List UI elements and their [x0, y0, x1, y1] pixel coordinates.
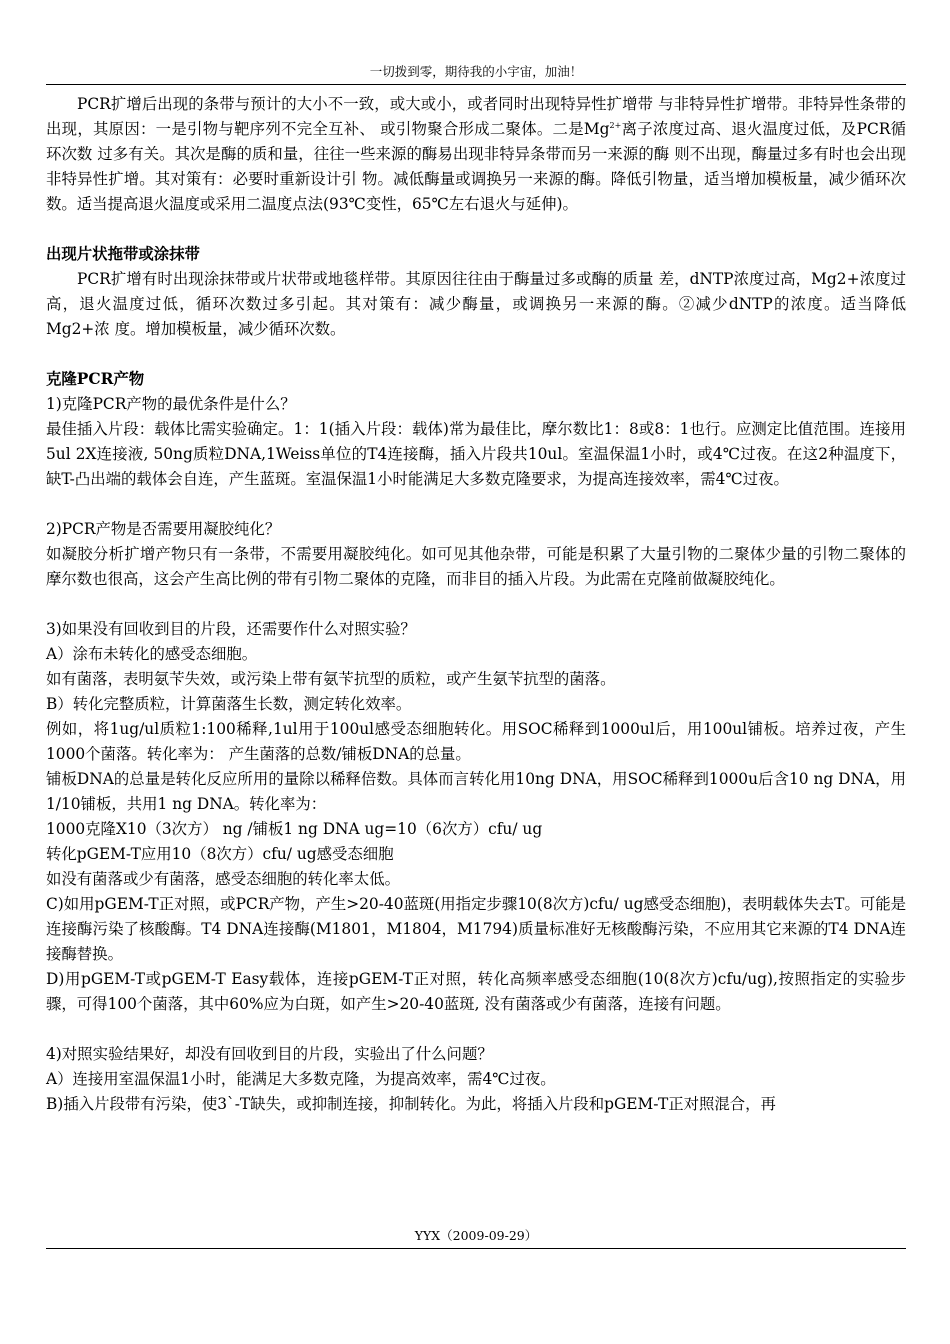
- q3-line: B）转化完整质粒，计算菌落生长数，测定转化效率。: [46, 695, 412, 713]
- q3-line: 例如，将1ug/ul质粒1:100稀释,1ul用于100ul感受态细胞转化。用SOC稀释到1000ul后，用100ul铺板。培养过夜，产生1000个菌落。转化率为： 产生菌落的总数/铺板DNA的总量。: [46, 720, 906, 763]
- q3-line: 转化pGEM-T应用10（8次方）cfu/ ug感受态细胞: [46, 845, 394, 863]
- q3-line: C)如用pGEM-T正对照，或PCR产物，产生>20-40蓝斑(用指定步骤10(8次方)cfu/ ug感受态细胞)，表明载体失去T。可能是连接酶污染了核酸酶。T4 DNA连接酶(M1801，M1804，M1794)质量标准好无核酸酶污染，不应用其它来源的T4 DNA连接酶替换。: [46, 895, 907, 963]
- q3-line: 1000克隆X10（3次方） ng /铺板1 ng DNA ug=10（6次方）cfu/ ug: [46, 820, 543, 838]
- q2-answer: 如凝胶分析扩增产物只有一条带，不需要用凝胶纯化。如可见其他杂带，可能是积累了大量引物的二聚体少量的引物二聚体的摩尔数也很高，这会产生高比例的带有引物二聚体的克隆，而非目的插入片段。为此需在克隆前做凝胶纯化。: [46, 545, 906, 588]
- q3-line: D)用pGEM-T或pGEM-T Easy载体，连接pGEM-T正对照，转化高频率感受态细胞(10(8次方)cfu/ug),按照指定的实验步骤，可得100个菌落，其中60%应为白斑，如产生>20-40蓝斑, 没有菌落或少有菌落，连接有问题。: [46, 970, 906, 1013]
- section-heading-clone: 克隆PCR产物: [46, 370, 145, 388]
- q1-answer: 最佳插入片段：载体比需实验确定。1：1(插入片段：载体)常为最佳比，摩尔数比1：8或8：1也行。应测定比值范围。连接用5ul 2X连接液, 50ng质粒DNA,1Weiss单位的T4连接酶，插入片段共10ul。室温保温1小时，或4℃过夜。在这2种温度下，缺T-凸出端的载体会自连，产生蓝斑。室温保温1小时能满足大多数克隆要求，为提高连接效率，需4℃过夜。: [46, 420, 906, 488]
- q4-line: A）连接用室温保温1小时，能满足大多数克隆，为提高效率，需4℃过夜。: [46, 1070, 556, 1088]
- header-divider: [46, 84, 906, 85]
- q2-question: 2)PCR产物是否需要用凝胶纯化？: [46, 520, 281, 538]
- q1-question: 1)克隆PCR产物的最优条件是什么？: [46, 395, 296, 413]
- q4-question: 4)对照实验结果好，却没有回收到目的片段，实验出了什么问题？: [46, 1045, 493, 1063]
- q3-line: 如没有菌落或少有菌落，感受态细胞的转化率太低。: [46, 870, 400, 888]
- q3-line: 铺板DNA的总量是转化反应所用的量除以稀释倍数。具体而言转化用10ng DNA，用SOC稀释到1000u后含10 ng DNA，用1/10铺板，共用1 ng DNA。转化率为：: [46, 770, 906, 813]
- q3-line: 如有菌落，表明氨苄失效，或污染上带有氨苄抗型的质粒，或产生氨苄抗型的菌落。: [46, 670, 616, 688]
- page-footer: YYX（2009-09-29）: [414, 1228, 538, 1243]
- intro-text-end: 离子浓度过高、退火温度过低，及PCR循环次数 过多有关。其次是酶的质和量，往往一些来源的酶易出现非特异条带而另一来源的酶 则不出现，酶量过多有时也会出现非特异性扩增。其对策有：必要时重新设计引 物。减低酶量或调换另一来源的酶。降低引物量，适当增加模板量，减少循环次 数。适当提高退火温度或采用二温度点法(93℃变性，65℃左右退火与延伸)。: [46, 120, 906, 213]
- q3-question: 3)如果没有回收到目的片段，还需要作什么对照实验？: [46, 620, 416, 638]
- q4-line: B)插入片段带有污染，使3`-T缺失，或抑制连接，抑制转化。为此，将插入片段和pGEM-T正对照混合，再: [46, 1095, 776, 1113]
- page-header: 一切拨到零，期待我的小宇宙，加油！: [369, 64, 583, 79]
- intro-text-start: PCR扩增后出现的条带与预计的大小不一致，或大或小，或者同时出现特异性扩增带 与非特异性扩增带。非特异性条带的出现，其原因：一是引物与靶序列不完全互补、 或引物聚合形成二聚体。二是Mg: [46, 95, 906, 138]
- intro-paragraph: [46, 92, 906, 217]
- section-heading-smear: 出现片状拖带或涂抹带: [46, 245, 200, 263]
- superscript-charge: 2+: [609, 120, 622, 130]
- footer-divider: [46, 1248, 906, 1249]
- q3-line: A）涂布未转化的感受态细胞。: [46, 645, 258, 663]
- smear-paragraph: PCR扩增有时出现涂抹带或片状带或地毯样带。其原因往往由于酶量过多或酶的质量 差，dNTP浓度过高，Mg2+浓度过高，退火温度过低，循环次数过多引起。其对策有：减少酶量，或调换另一来源的酶。②减少dNTP的浓度。适当降低Mg2+浓 度。增加模板量，减少循环次数。: [46, 270, 906, 338]
- document-body: [46, 92, 906, 1117]
